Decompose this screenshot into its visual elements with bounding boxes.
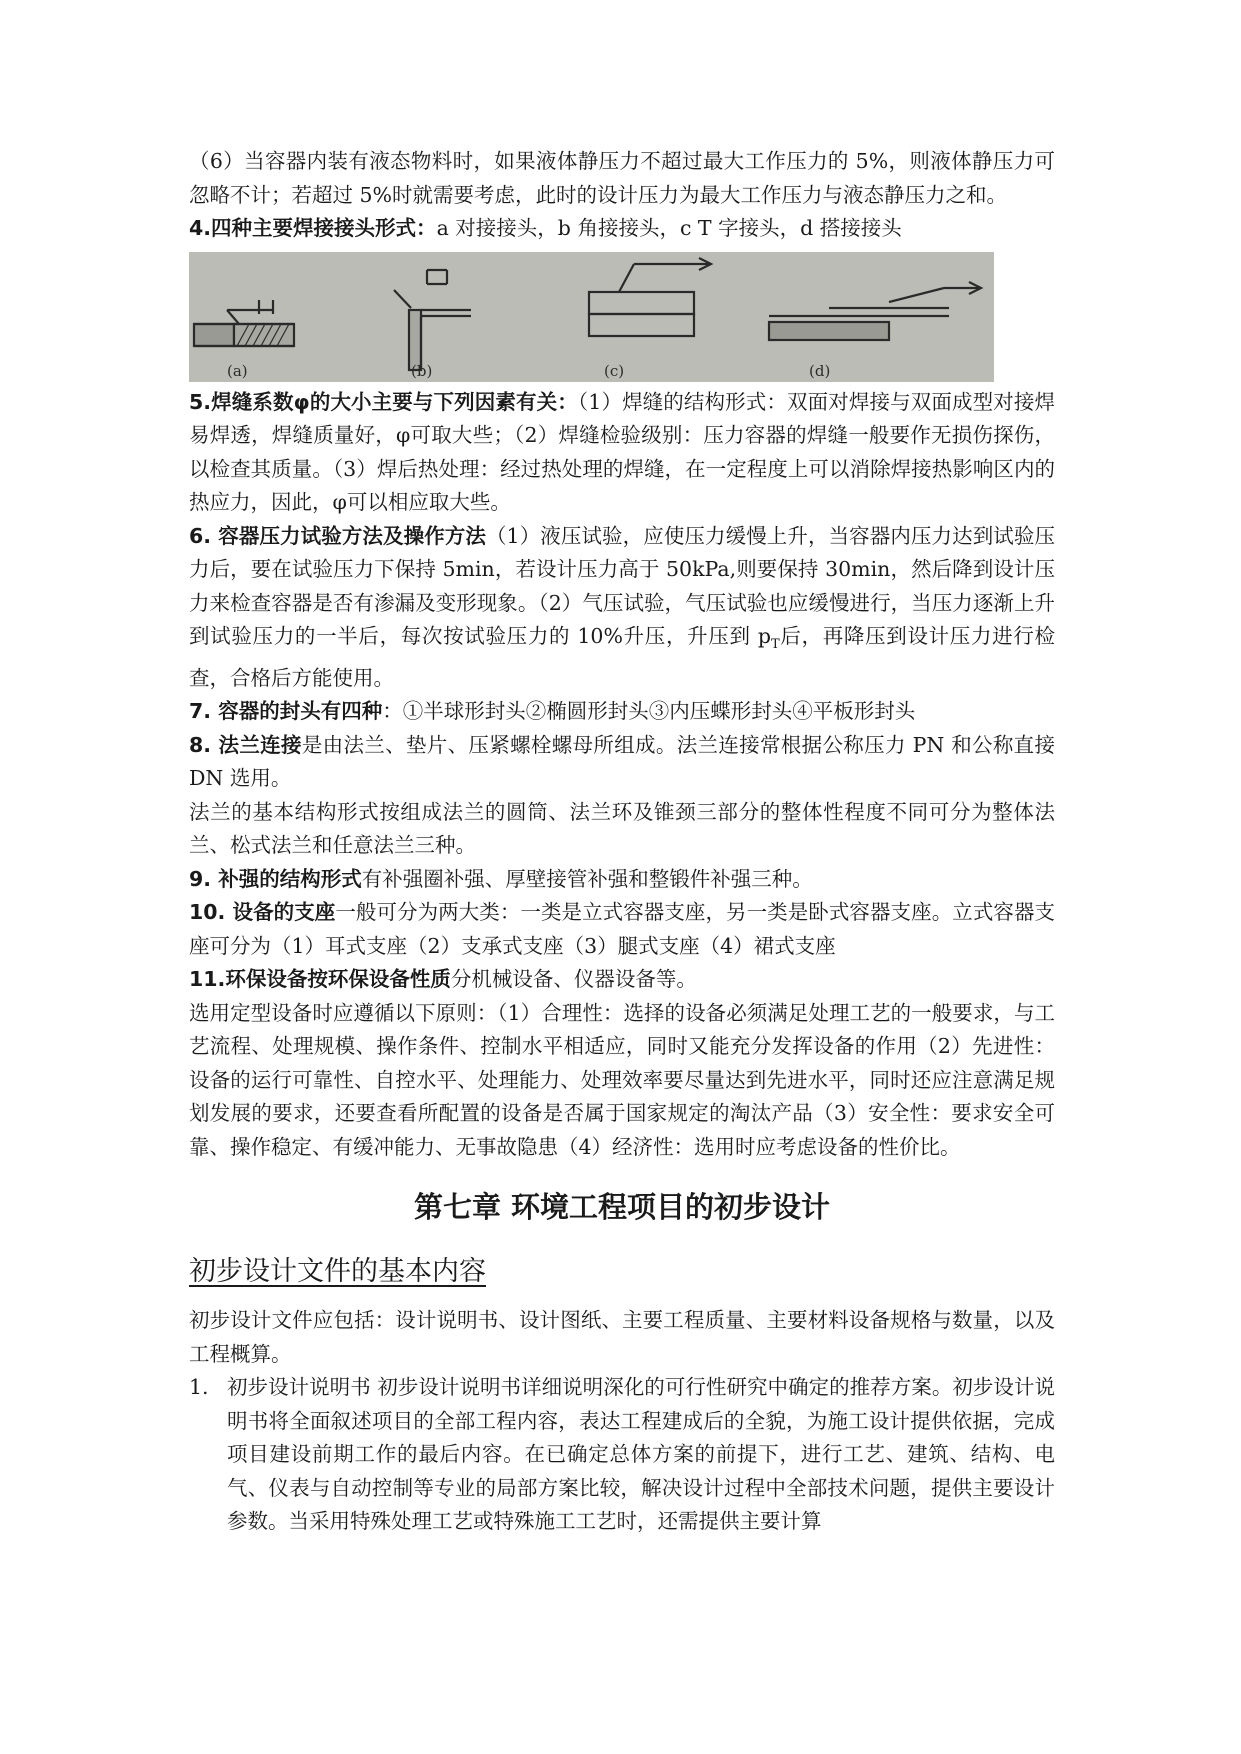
paragraph-item7 <box>189 695 1055 729</box>
figure-label-d: (d) <box>809 361 831 380</box>
section-intro: 初步设计文件应包括：设计说明书、设计图纸、主要工程质量、主要材料设备规格与数量，以及工程概算。 <box>189 1308 1055 1366</box>
item11-text: 分机械设备、仪器设备等。 <box>450 967 697 992</box>
item4-heading: 4.四种主要焊接接头形式： <box>189 216 437 240</box>
paragraph-item8 <box>189 729 1055 796</box>
weld-joint-figure <box>189 252 994 382</box>
item5-text: （1）焊缝的结构形式：双面对焊接与双面成型对接焊易焊透，焊缝质量好，φ可取大些；（2）焊缝检验级别：压力容器的焊缝一般要作无损伤探伤，以检查其质量。（3）焊后热处理：经过热处理的焊缝，在一定程度上可以消除焊接热影响区内的热应力，因此，φ可以相应取大些。 <box>189 389 1055 514</box>
section-title: 初步设计文件的基本内容 <box>189 1256 486 1288</box>
chapter-title: 第七章 环境工程项目的初步设计 <box>413 1190 831 1225</box>
paragraph-item8-flange-types: 法兰的基本结构形式按组成法兰的圆筒、法兰环及锥颈三部分的整体性程度不同可分为整体法兰、松式法兰和任意法兰三种。 <box>189 799 1055 858</box>
figure-label-c: (c) <box>604 361 625 380</box>
item6-heading: 6. 容器压力试验方法及操作方法 <box>189 523 486 548</box>
paragraph-item9 <box>189 863 1055 897</box>
item8-text: 是由法兰、垫片、压紧螺栓螺母所组成。法兰连接常根据公称压力 PN 和公称直接 DN 选用。 <box>189 732 1055 791</box>
figure-label-a: (a) <box>227 361 248 380</box>
item10-heading: 10. 设备的支座 <box>189 900 336 925</box>
item11-heading: 11.环保设备按环保设备性质 <box>189 967 451 992</box>
item4-text: a 对接接头，b 角接接头，c T 字接头，d 搭接接头 <box>436 216 902 240</box>
paragraph-item10 <box>189 896 1055 963</box>
paragraph-item11-principles: 选用定型设备时应遵循以下原则：（1）合理性：选择的设备必须满足处理工艺的一般要求，与工艺流程、处理规模、操作条件、控制水平相适应，同时又能充分发挥设备的作用（2）先进性：设备的运行可靠性、自控水平、处理能力、处理效率要尽量达到先进水平，同时还应注意满足规划发展的要求，还要查看所配置的设备是否属于国家规定的淘汰产品（3）安全性：要求安全可靠、操作稳定、有缓冲能力、无事故隐患（4）经济性：选用时应考虑设备的性价比。 <box>189 1000 1055 1159</box>
paragraph-item6 <box>189 520 1055 696</box>
paragraph-item4 <box>189 212 1055 246</box>
list-item-text: 初步设计说明书 初步设计说明书详细说明深化的可行性研究中确定的推荐方案。初步设计说明书将全面叙述项目的全部工程内容，表达工程建成后的全貌，为施工设计提供依据，完成项目建设前期工作的最后内容。在已确定总体方案的前提下，进行工艺、建筑、结构、电气、仪表与自动控制等专业的局部方案比较，解决设计过程中全部技术问题，提供主要设计参数。当采用特殊处理工艺或特殊施工工艺时，还需提供主要计算 <box>227 1375 1055 1534</box>
item8-heading: 8. 法兰连接 <box>189 732 302 757</box>
item7-text: ：①半球形封头②椭圆形封头③内压蝶形封头④平板形封头 <box>382 699 916 724</box>
weld-joint-diagrams <box>189 252 994 382</box>
paragraph-item5 <box>189 386 1055 520</box>
item6-text-end: 后，再降压到设计压力进行检查，合格后方能使用。 <box>189 624 1056 690</box>
paragraph-item6-continued: （6）当容器内装有液态物料时，如果液体静压力不超过最大工作压力的 5%，则液体静压力可忽略不计；若超过 5%时就需要考虑，此时的设计压力为最大工作压力与液态静压力之和。 <box>189 149 1055 207</box>
list-item-number: 1. <box>189 1375 209 1400</box>
list-item-1 <box>189 1371 1055 1539</box>
item5-heading: 5.焊缝系数φ的大小主要与下列因素有关： <box>189 389 578 414</box>
item9-heading: 9. 补强的结构形式 <box>189 866 362 891</box>
figure-label-b: (b) <box>411 361 433 380</box>
paragraph-item11 <box>189 963 1055 997</box>
item10-text: 一般可分为两大类：一类是立式容器支座，另一类是卧式容器支座。立式容器支座可分为（1）耳式支座（2）支承式支座（3）腿式支座（4）裙式支座 <box>189 900 1056 958</box>
page-content <box>189 145 1055 1539</box>
item6-subscript: T <box>771 637 780 653</box>
item7-heading: 7. 容器的封头有四种 <box>189 699 383 724</box>
item9-text: 有补强圈补强、厚壁接管补强和整锻件补强三种。 <box>361 866 813 891</box>
item6-text: （1）液压试验，应使压力缓慢上升，当容器内压力达到试验压力后，要在试验压力下保持 5min，若设计压力高于 50kPa,则要保持 30min，然后降到设计压力来检查容器是否有渗漏及变形现象。（2）气压试验，气压试验也应缓慢进行，当压力逐渐上升到试验压力的一半后，每次按试验压力的 10%升压，升压到 p <box>189 523 1055 648</box>
